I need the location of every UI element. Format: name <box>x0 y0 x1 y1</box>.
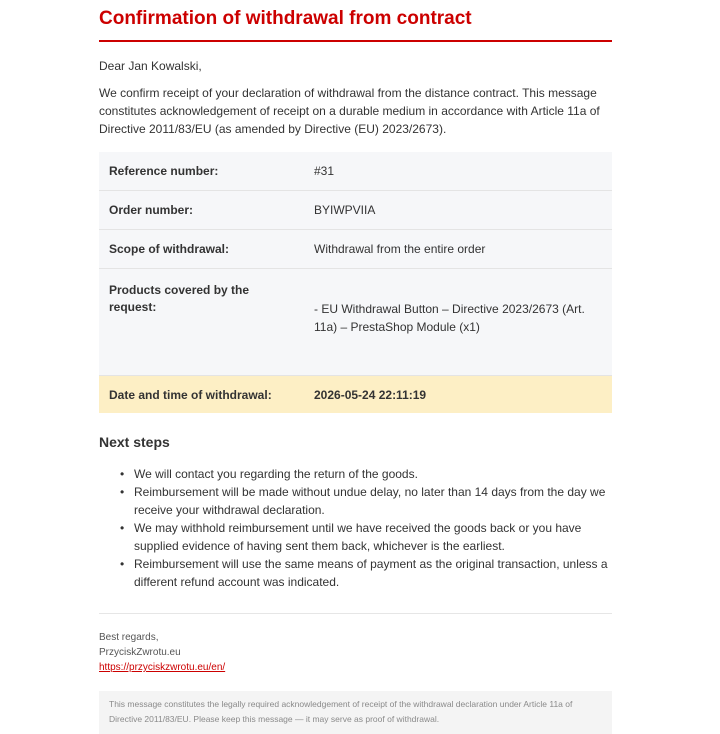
products-value: - EU Withdrawal Button – Directive 2023/2673 (Art. 11a) – PrestaShop Module (x1) <box>304 269 612 376</box>
shop-link[interactable]: https://przyciskzwrotu.eu/en/ <box>99 662 226 673</box>
datetime-label: Date and time of withdrawal: <box>109 387 272 402</box>
divider <box>99 613 612 614</box>
signoff <box>99 630 612 675</box>
intro-paragraph: We confirm receipt of your declaration of withdrawal from the distance contract. This message constitutes acknowledgement of receipt on a durable medium in accordance with Article 11a of Directive 2011/83/EU (as amended by Directive (EU) 2023/2673). <box>99 86 600 136</box>
email-body <box>99 0 612 734</box>
products-label: Products covered by the request: <box>99 269 304 376</box>
list-item: • Reimbursement will use the same means of payment as the original transaction, unless a different refund account was indicated. <box>134 555 612 591</box>
list-item: • We may withhold reimbursement until we have received the goods back or you have supplied evidence of having sent them back, whichever is the earliest. <box>134 519 612 555</box>
next-steps-list <box>99 465 612 591</box>
table-row <box>99 152 612 191</box>
reference-number-label: Reference number: <box>99 152 304 191</box>
page-title: Confirmation of withdrawal from contract <box>99 0 612 42</box>
order-number-label: Order number: <box>99 191 304 230</box>
reference-number-value: #31 <box>304 152 612 191</box>
scope-label: Scope of withdrawal: <box>99 230 304 269</box>
table-row <box>99 230 612 269</box>
footer-note: This message constitutes the legally required acknowledgement of receipt of the withdrawal declaration under Article 11a of Directive 2011/83/EU. Please keep this message — it may serve as proof of withdrawal. <box>99 691 612 734</box>
shop-name: PrzyciskZwrotu.eu <box>99 647 181 658</box>
table-row <box>99 269 612 376</box>
scope-value: Withdrawal from the entire order <box>304 230 612 269</box>
regards-text: Best regards, <box>99 632 159 643</box>
list-item: • Reimbursement will be made without undue delay, no later than 14 days from the day we receive your withdrawal declaration. <box>134 483 612 519</box>
table-row <box>99 191 612 230</box>
order-number-value: BYIWPVIIA <box>304 191 612 230</box>
datetime-value: 2026-05-24 22:11:19 <box>314 387 427 402</box>
withdrawal-details-table <box>99 152 612 413</box>
list-item: • We will contact you regarding the return of the goods. <box>134 465 612 483</box>
greeting: Dear Jan Kowalski, <box>99 59 202 73</box>
next-steps-heading: Next steps <box>99 434 170 450</box>
table-row-highlighted <box>99 376 612 414</box>
